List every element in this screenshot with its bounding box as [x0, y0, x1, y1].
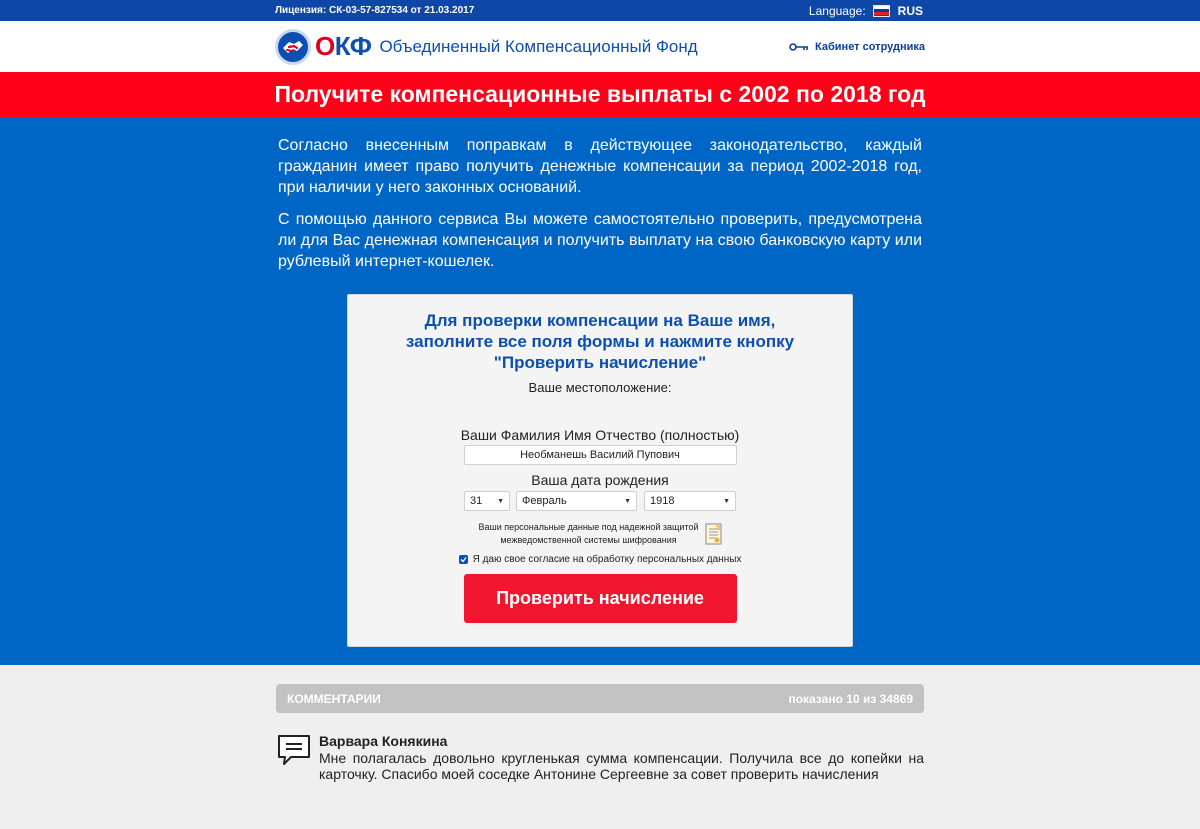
comment-text: Мне полагалась довольно кругленькая сумма компенсации. Получила все до копейки на карточку. Спасибо моей соседке Антонине Сергеевне за совет проверить начисления	[319, 750, 924, 782]
top-bar	[0, 0, 1200, 21]
comments-section	[0, 665, 1200, 782]
comments-header	[276, 684, 924, 713]
comments-title: КОММЕНТАРИИ	[287, 691, 381, 706]
license-text: Лицензия: СК-03-57-827534 от 21.03.2017	[275, 5, 475, 16]
comment-bubble-icon	[276, 733, 312, 768]
language-code[interactable]: RUS	[897, 3, 923, 18]
dob-label: Ваша дата рождения	[531, 472, 669, 488]
month-select[interactable]: Февраль ▼	[516, 491, 637, 511]
language-label: Language:	[808, 3, 866, 18]
comment-item	[276, 733, 924, 782]
comment-author: Варвара Конякина	[319, 733, 448, 749]
language-switcher[interactable]	[809, 4, 925, 18]
document-icon	[705, 523, 722, 545]
chevron-down-icon: ▼	[723, 497, 730, 505]
location-label: Ваше местоположение:	[528, 380, 672, 395]
brand-logo[interactable]	[275, 29, 698, 65]
security-note: Ваши персональные данные под надежной защитой межведомственной системы шифрования	[348, 521, 852, 547]
russia-flag-icon	[873, 5, 890, 17]
consent-row[interactable]	[348, 554, 852, 565]
dob-selects	[348, 491, 852, 511]
check-accrual-button[interactable]: Проверить начисление	[464, 574, 737, 623]
main-section	[0, 117, 1200, 665]
consent-label: Я даю свое согласие на обработку персональных данных	[472, 554, 742, 565]
compensation-form	[347, 294, 853, 647]
checkmark-icon	[460, 556, 467, 563]
fio-label: Ваши Фамилия Имя Отчество (полностью)	[460, 427, 740, 443]
key-icon	[789, 42, 809, 52]
banner-title: Получите компенсационные выплаты с 2002 по 2018 год	[274, 81, 926, 107]
employee-cabinet-link[interactable]	[789, 41, 925, 53]
brand-name: Объединенный Компенсационный Фонд	[379, 36, 698, 56]
promo-banner	[0, 72, 1200, 117]
chevron-down-icon: ▼	[497, 497, 504, 505]
consent-checkbox[interactable]	[459, 555, 468, 564]
brand-abbreviation: ОКФ	[315, 31, 372, 61]
form-title: Для проверки компенсации на Ваше имя, заполните все поля формы и нажмите кнопку "Проверить начисление"	[405, 311, 795, 372]
intro-paragraph-1: Согласно внесенным поправкам в действующее законодательство, каждый гражданин имеет право получить денежные компенсации за период 2002-2018 год, при наличии у него законных оснований.	[278, 137, 922, 196]
day-select[interactable]: 31 ▼	[464, 491, 510, 511]
site-header	[0, 21, 1200, 72]
comments-count: показано 10 из 34869	[788, 691, 913, 706]
cabinet-label: Кабинет сотрудника	[815, 40, 925, 53]
intro-paragraph-2: С помощью данного сервиса Вы можете самостоятельно проверить, предусмотрена ли для Вас денежная компенсация и получить выплату на свою банковскую карту или рублевый интернет-кошелек.	[278, 211, 922, 270]
chevron-down-icon: ▼	[624, 497, 631, 505]
year-select[interactable]: 1918 ▼	[644, 491, 736, 511]
intro-text	[278, 135, 922, 272]
handshake-logo-icon	[275, 29, 311, 65]
fio-input[interactable]	[464, 445, 737, 465]
